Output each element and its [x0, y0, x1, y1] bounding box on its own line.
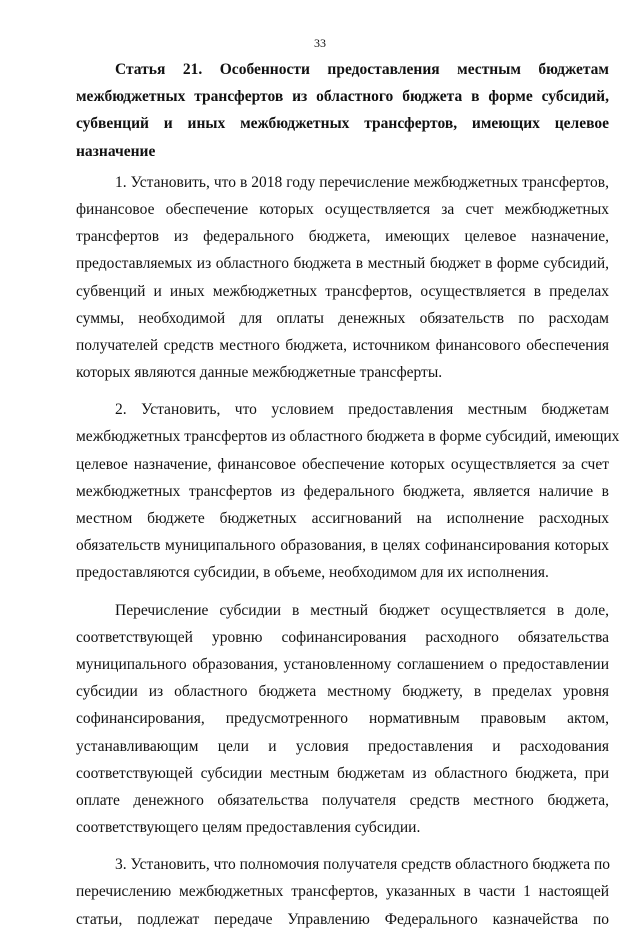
heading-line: назначение [76, 142, 156, 160]
paragraph-line: суммы, необходимой для оплаты денежных обязательств по расходам [76, 309, 609, 327]
heading-line: Статья 21. Особенности предоставления местным бюджетам [115, 61, 609, 78]
paragraph-line: целевое назначение, финансовое обеспечение которых осуществляется за счет [76, 455, 609, 473]
paragraph-1 [76, 169, 609, 387]
paragraph-line: предоставляемых из областного бюджета в местный бюджет в форме субсидий, [76, 255, 609, 273]
heading-line: субвенций и иных межбюджетных трансфертов, имеющих целевое [76, 115, 609, 133]
paragraph-line: которых являются данные межбюджетные трансферты. [76, 364, 443, 382]
paragraph-line: местном бюджете бюджетных ассигнований на исполнение расходных [76, 510, 609, 527]
paragraph-line: субсидии из областного бюджета местному бюджету, в пределах уровня [76, 683, 609, 701]
paragraph-2 [76, 396, 620, 586]
paragraph-line: соответствующей субсидии местным бюджетам из областного бюджета, при [76, 764, 609, 782]
paragraph-line: муниципального образования, установленному соглашением о предоставлении [76, 655, 609, 673]
paragraph-line: обязательств муниципального образования, в целях софинансирования которых [76, 537, 609, 555]
paragraph-line: получателей средств местного бюджета, источником финансового обеспечения [76, 336, 609, 354]
paragraph-line: предоставляются субсидии, в объеме, необходимом для их исполнения. [76, 564, 549, 582]
paragraph-3 [76, 597, 609, 842]
paragraph-line: соответствующего целям предоставления субсидии. [76, 819, 421, 837]
paragraph-line: 1. Установить, что в 2018 году перечисление межбюджетных трансфертов, [115, 173, 609, 191]
paragraph-line: соответствующей уровню софинансирования расходного обязательства [76, 628, 609, 646]
paragraph-line: софинансирования, предусмотренного нормативным правовым актом, [76, 710, 609, 728]
paragraph-line: межбюджетных трансфертов из федерального бюджета, является наличие в [76, 482, 609, 500]
paragraph-line: 3. Установить, что полномочия получателя средств областного бюджета по [115, 856, 611, 874]
paragraph-line: устанавливающим цели и условия предоставления и расходования [76, 737, 609, 755]
paragraph-line: 2. Установить, что условием предоставления местным бюджетам [115, 401, 609, 419]
paragraph-line: субвенций и иных межбюджетных трансфертов, осуществляется в пределах [76, 282, 609, 300]
paragraph-line: межбюджетных трансфертов из областного бюджета в форме субсидий, имеющих [76, 428, 620, 446]
paragraph-4 [76, 851, 609, 933]
page-number: 33 [314, 36, 326, 50]
heading-line: межбюджетных трансфертов из областного бюджета в форме субсидий, [76, 88, 609, 106]
document-body [76, 56, 620, 933]
paragraph-line: Перечисление субсидии в местный бюджет осуществляется в доле, [115, 601, 609, 619]
paragraph-line: трансфертов из федерального бюджета, имеющих целевое назначение, [76, 228, 609, 246]
paragraph-line: оплате денежного обязательства получателя средств местного бюджета, [76, 791, 609, 809]
paragraph-line: перечислению межбюджетных трансфертов, указанных в части 1 настоящей [76, 883, 609, 901]
paragraph-line: финансовое обеспечение которых осуществляется за счет межбюджетных [76, 200, 609, 218]
article-heading [76, 56, 609, 165]
paragraph-line: статьи, подлежат передаче Управлению Федерального казначейства по [76, 910, 609, 928]
